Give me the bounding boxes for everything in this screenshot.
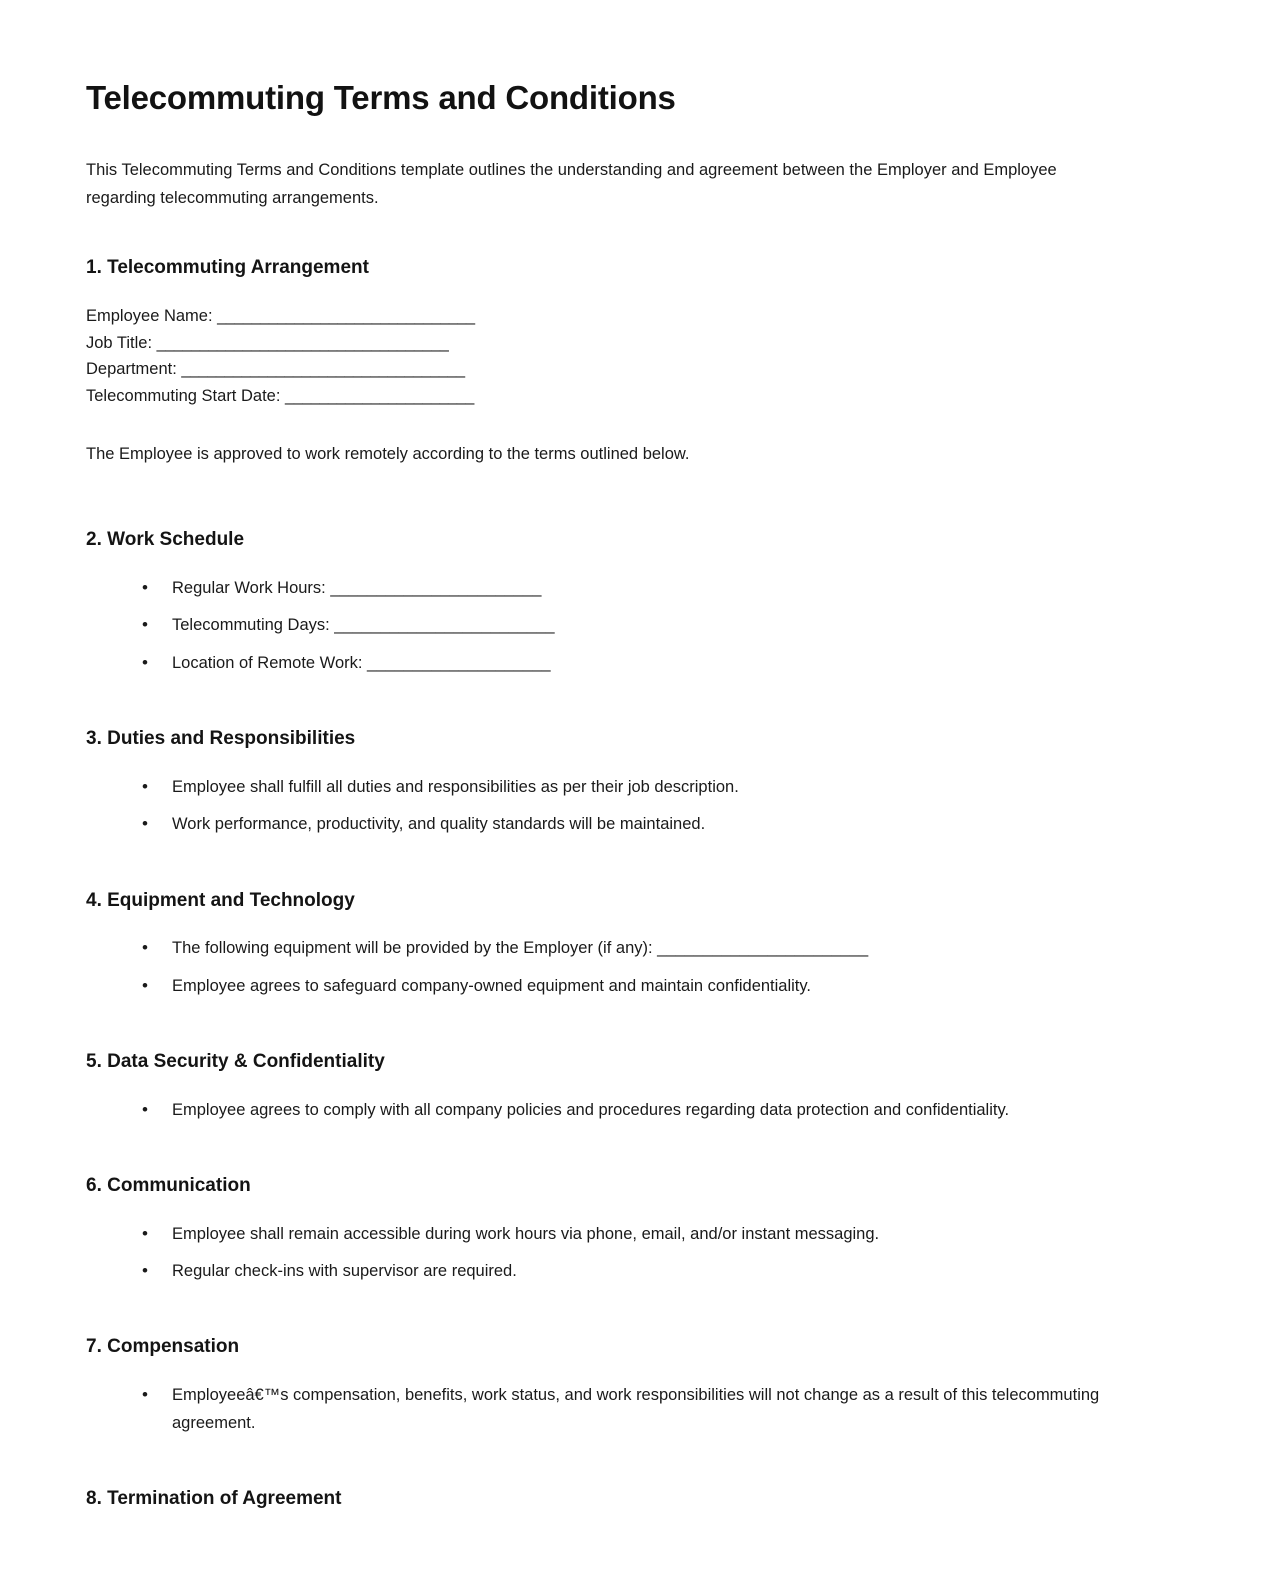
field-label: Job Title: [86, 333, 153, 352]
spacer [86, 859, 1113, 889]
field-employee-name [86, 303, 1113, 330]
spacer [86, 1020, 1113, 1050]
field-label: Telecommuting Start Date: [86, 387, 281, 406]
bullet-list [86, 774, 1113, 839]
list-item[interactable]: • The following equipment will be provided by the Employer (if any): _______________________ [142, 935, 1113, 962]
section-communication [86, 1174, 1113, 1285]
field-label: Department: [86, 360, 177, 379]
section-heading: 8. Termination of Agreement [86, 1487, 342, 1509]
list-item: • Employee shall fulfill all duties and responsibilities as per their job description. [142, 774, 1113, 801]
section-termination-of-agreement [86, 1487, 1113, 1512]
list-item: • Employee agrees to comply with all company policies and procedures regarding data protection and confidentiality. [142, 1097, 1113, 1124]
bullet-list [86, 575, 1113, 677]
field-start-date [86, 383, 1113, 410]
field-label: Employee Name: [86, 307, 213, 326]
spacer [86, 1457, 1113, 1487]
field-blank-line[interactable]: _________________________________ [181, 360, 465, 379]
section-heading: 1. Telecommuting Arrangement [86, 257, 369, 279]
field-department [86, 356, 1113, 383]
list-item[interactable]: • Telecommuting Days: ________________________ [142, 612, 1113, 639]
section-heading: 2. Work Schedule [86, 529, 245, 551]
arrangement-closing-paragraph: The Employee is approved to work remotely according to the terms outlined below. [86, 444, 690, 463]
section-duties-and-responsibilities [86, 727, 1113, 838]
arrangement-fields [86, 303, 1113, 410]
field-job-title [86, 330, 1113, 357]
field-blank-line[interactable]: ______________________ [285, 387, 474, 406]
section-equipment-and-technology [86, 889, 1113, 1000]
field-blank-line[interactable]: __________________________________ [156, 333, 449, 352]
list-item: • Employee agrees to safeguard company-owned equipment and maintain confidentiality. [142, 973, 1113, 1000]
list-item: • Employeeâ€™s compensation, benefits, work status, and work responsibilities will not change as a result of this telecommuting agreement. [142, 1382, 1113, 1437]
section-heading: 4. Equipment and Technology [86, 889, 355, 911]
section-heading: 3. Duties and Responsibilities [86, 728, 356, 750]
spacer [86, 1305, 1113, 1335]
bullet-list [86, 1097, 1113, 1124]
bullet-list [86, 935, 1113, 1000]
list-item: • Work performance, productivity, and quality standards will be maintained. [142, 811, 1113, 838]
document-intro-paragraph: This Telecommuting Terms and Conditions template outlines the understanding and agreement between the Employer and Employee regarding telecommuting arrangements. [86, 160, 1057, 207]
section-work-schedule [86, 528, 1113, 677]
list-item[interactable]: • Regular Work Hours: _______________________ [142, 575, 1113, 602]
section-heading: 5. Data Security & Confidentiality [86, 1050, 385, 1072]
spacer [86, 1144, 1113, 1174]
field-blank-line[interactable]: ______________________________ [217, 307, 475, 326]
bullet-list [86, 1221, 1113, 1286]
page-title: Telecommuting Terms and Conditions [86, 79, 676, 116]
section-heading: 6. Communication [86, 1175, 251, 1197]
section-data-security-confidentiality [86, 1050, 1113, 1124]
list-item[interactable]: • Location of Remote Work: ____________________ [142, 650, 1113, 677]
section-telecommuting-arrangement [86, 256, 1113, 468]
spacer [86, 488, 1113, 528]
section-heading: 7. Compensation [86, 1336, 240, 1358]
list-item: • Regular check-ins with supervisor are required. [142, 1258, 1113, 1285]
list-item: • Employee shall remain accessible during work hours via phone, email, and/or instant messaging. [142, 1221, 1113, 1248]
bullet-list [86, 1382, 1113, 1437]
section-compensation [86, 1335, 1113, 1436]
spacer [86, 697, 1113, 727]
